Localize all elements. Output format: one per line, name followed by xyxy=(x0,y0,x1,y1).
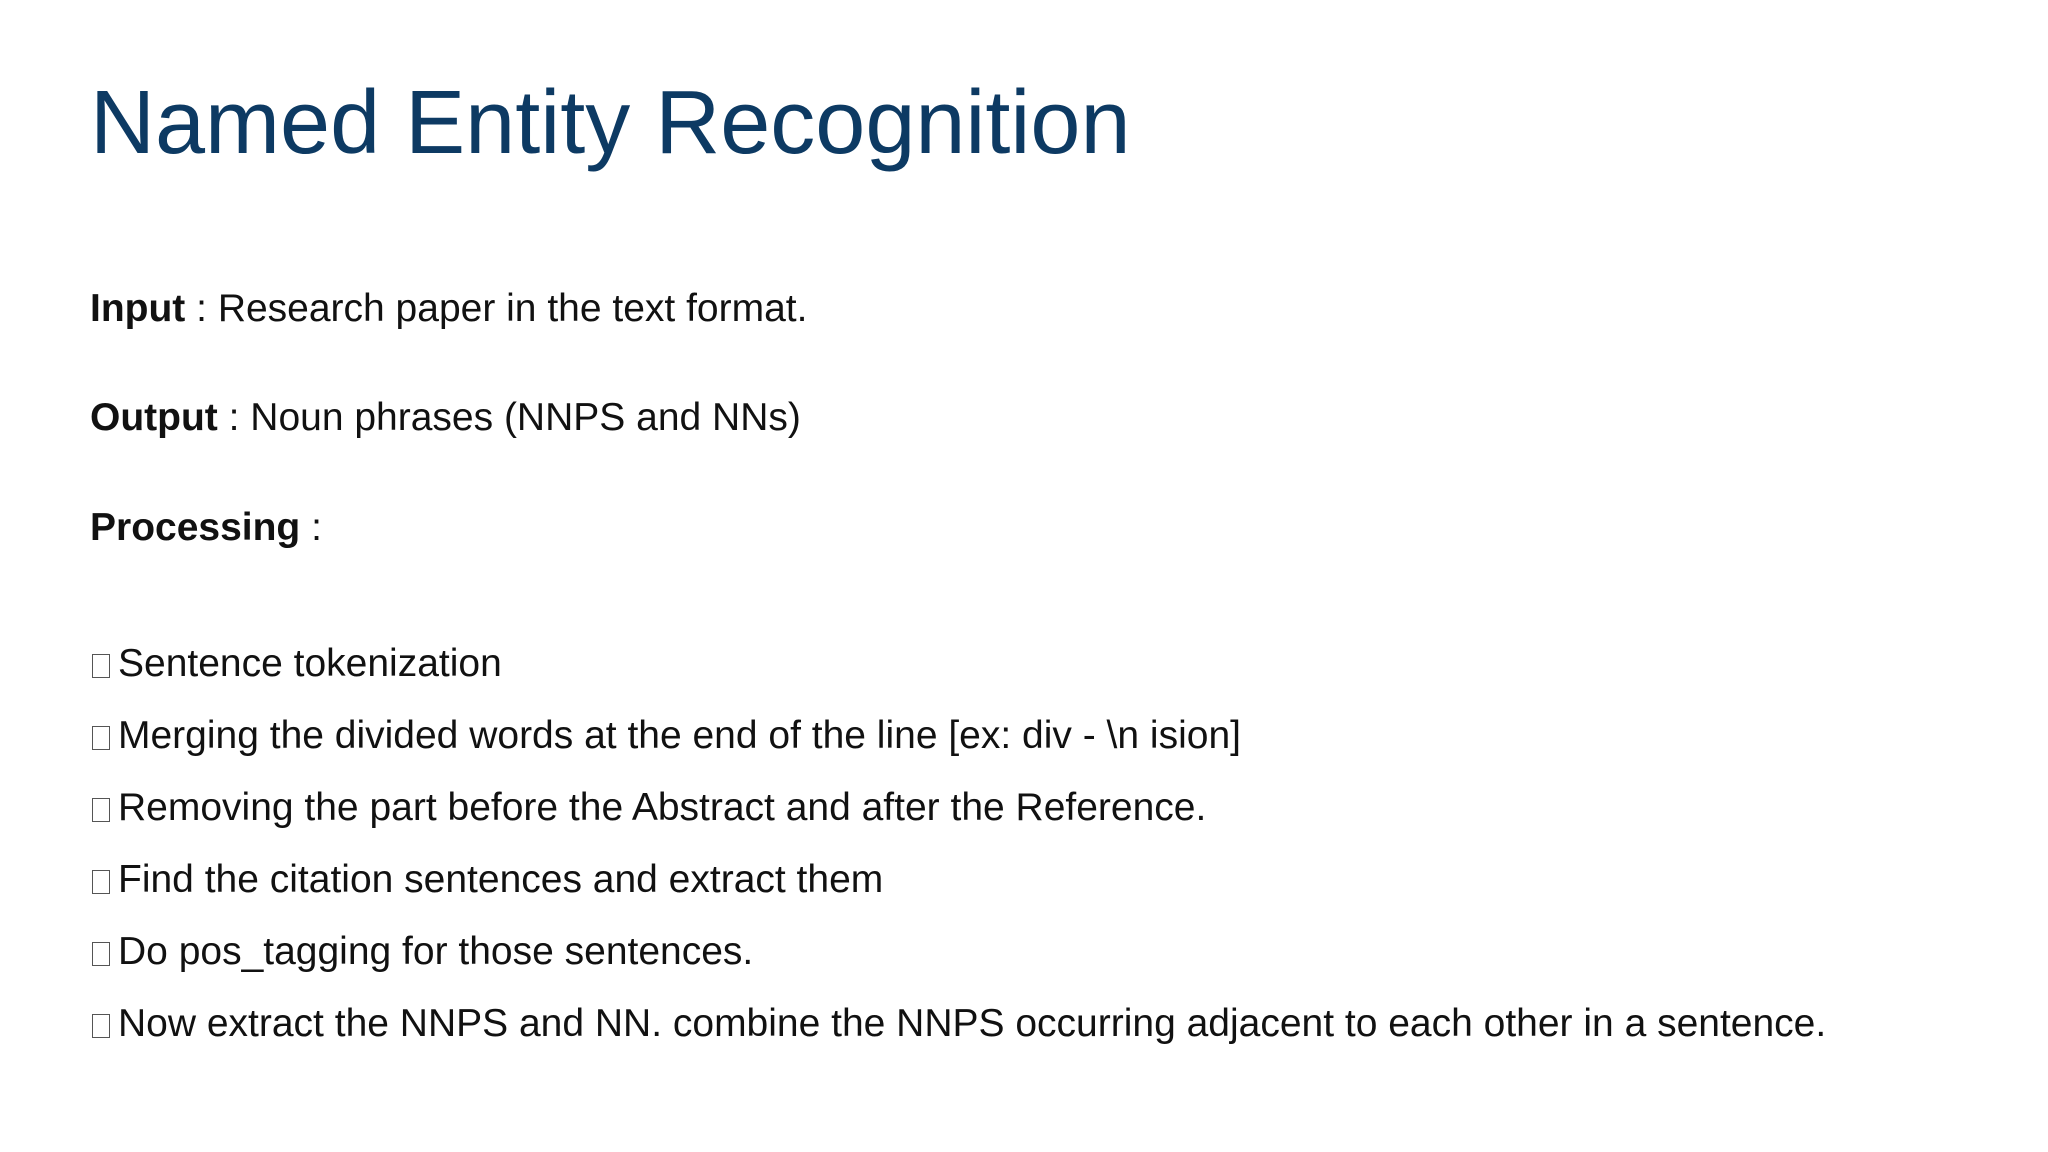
empty-box-icon xyxy=(92,942,110,966)
processing-separator: : xyxy=(300,506,322,549)
output-line xyxy=(90,395,801,442)
step-text: Sentence tokenization xyxy=(118,642,502,685)
input-line xyxy=(90,286,807,333)
empty-box-icon xyxy=(92,870,110,894)
empty-box-icon xyxy=(92,726,110,750)
list-item xyxy=(92,988,1826,1060)
input-separator: : xyxy=(185,287,218,330)
processing-label: Processing xyxy=(90,506,301,549)
step-text: Do pos_tagging for those sentences. xyxy=(118,930,754,973)
step-text: Now extract the NNPS and NN. combine the NNPS occurring adjacent to each other in a sentence. xyxy=(118,1002,1827,1045)
list-item xyxy=(92,844,1826,916)
list-item xyxy=(92,700,1826,772)
processing-line xyxy=(90,505,322,552)
output-separator: : xyxy=(217,396,251,439)
input-label: Input xyxy=(90,287,186,330)
step-text: Merging the divided words at the end of the line [ex: div - \n ision] xyxy=(118,714,1241,757)
processing-steps-list xyxy=(92,628,1826,1060)
input-value: Research paper in the text format. xyxy=(217,287,808,330)
list-item xyxy=(92,628,1826,700)
output-value: Noun phrases (NNPS and NNs) xyxy=(250,396,801,439)
step-text: Removing the part before the Abstract and after the Reference. xyxy=(118,786,1207,829)
empty-box-icon xyxy=(92,798,110,822)
slide-title: Named Entity Recognition xyxy=(90,73,1131,173)
list-item xyxy=(92,916,1826,988)
step-text: Find the citation sentences and extract them xyxy=(118,858,884,901)
output-label: Output xyxy=(90,396,218,439)
empty-box-icon xyxy=(92,1014,110,1038)
empty-box-icon xyxy=(92,654,110,678)
list-item xyxy=(92,772,1826,844)
